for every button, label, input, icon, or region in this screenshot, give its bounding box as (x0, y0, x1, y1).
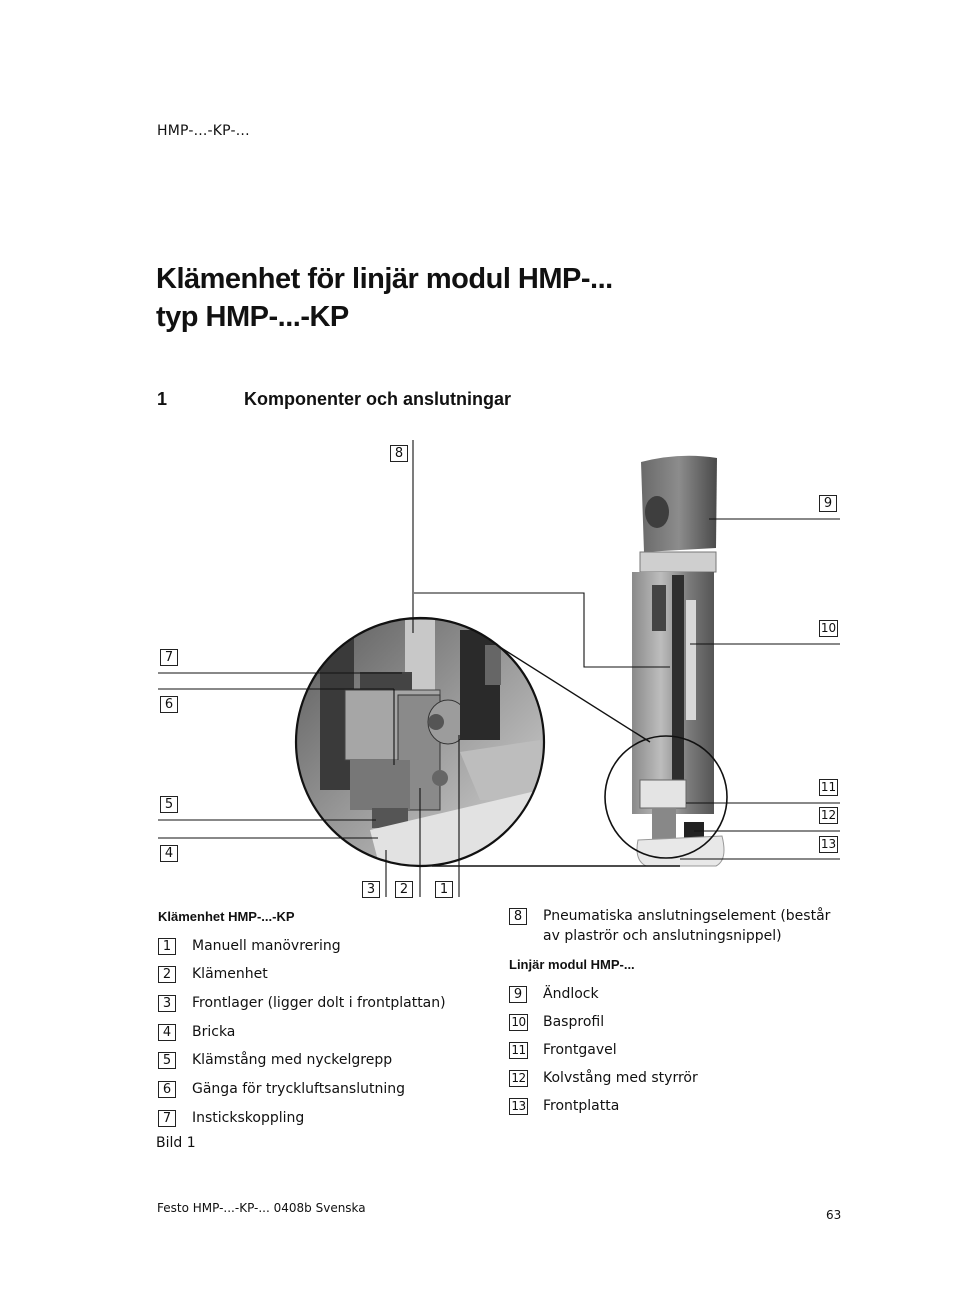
legend-num: 4 (158, 1024, 176, 1041)
callout-2: 2 (395, 881, 413, 898)
legend-text: Klämstång med nyckelgrepp (192, 1052, 393, 1068)
legend-right-heading: Linjär modul HMP-... (509, 957, 635, 972)
title-line-1: Klämenhet för linjär modul HMP-... (156, 263, 613, 295)
callout-6: 6 (160, 696, 178, 713)
legend-text: Manuell manövrering (192, 938, 341, 954)
front-plate-shape (637, 836, 724, 866)
legend-num: 13 (509, 1098, 528, 1115)
callout-11: 11 (820, 780, 837, 794)
legend-num: 3 (158, 995, 176, 1012)
legend-num: 11 (509, 1042, 528, 1059)
legend-text: Basprofil (543, 1014, 605, 1030)
legend-text: Gänga för tryckluftsanslutning (192, 1081, 406, 1097)
footer-text: Festo HMP-...-KP-... 0408b Svenska (157, 1201, 366, 1215)
front-head-shape (640, 780, 686, 808)
legend-left-heading: Klämenhet HMP-...-KP (158, 909, 295, 924)
callout-4: 4 (160, 845, 178, 862)
section-title: Komponenter och anslutningar (244, 389, 512, 409)
legend-text: Pneumatiska anslutningselement (består av plaströr och anslutningsnippel) (543, 908, 831, 944)
callout-9: 9 (819, 495, 837, 512)
legend-text: Kolvstång med styrrör (543, 1070, 698, 1086)
legend-num: 12 (509, 1070, 528, 1087)
title-line-2: typ HMP-...-KP (156, 301, 349, 333)
document-header: HMP-...-KP-... (157, 123, 250, 139)
legend-num: 6 (158, 1081, 176, 1098)
legend-num: 7 (158, 1110, 176, 1127)
callout-10: 10 (820, 621, 837, 635)
section-number: 1 (157, 389, 168, 409)
legend-text: Frontlager (ligger dolt i frontplattan) (192, 995, 446, 1011)
callout-5: 5 (160, 796, 178, 813)
callout-3: 3 (362, 881, 380, 898)
legend-text: Bricka (192, 1024, 236, 1040)
legend-text: Frontplatta (543, 1098, 620, 1114)
figure-caption: Bild 1 (156, 1135, 196, 1151)
legend-num: 1 (158, 938, 176, 955)
legend-num: 8 (509, 908, 527, 925)
rod-shape (672, 575, 684, 805)
callout-1: 1 (435, 881, 453, 898)
legend-text: Ändlock (543, 986, 599, 1002)
linear-module-illustration (605, 456, 727, 866)
legend-text: Instickskoppling (192, 1110, 305, 1126)
legend-num: 2 (158, 966, 176, 983)
tube-shape (686, 600, 696, 720)
base-top-shape (640, 552, 716, 572)
legend-text: Klämenhet (192, 966, 268, 982)
callout-12: 12 (820, 808, 837, 822)
slot-shape (652, 585, 666, 631)
callout-13: 13 (820, 837, 837, 851)
callout-7: 7 (160, 649, 178, 666)
callout-8: 8 (390, 445, 408, 462)
legend-num: 10 (509, 1014, 528, 1031)
clamp-shape (652, 808, 676, 840)
legend-num: 9 (509, 986, 527, 1003)
page-number: 63 (826, 1208, 842, 1222)
end-cap-button-shape (645, 496, 669, 528)
legend-num: 5 (158, 1052, 176, 1069)
legend-text: Frontgavel (543, 1042, 617, 1058)
